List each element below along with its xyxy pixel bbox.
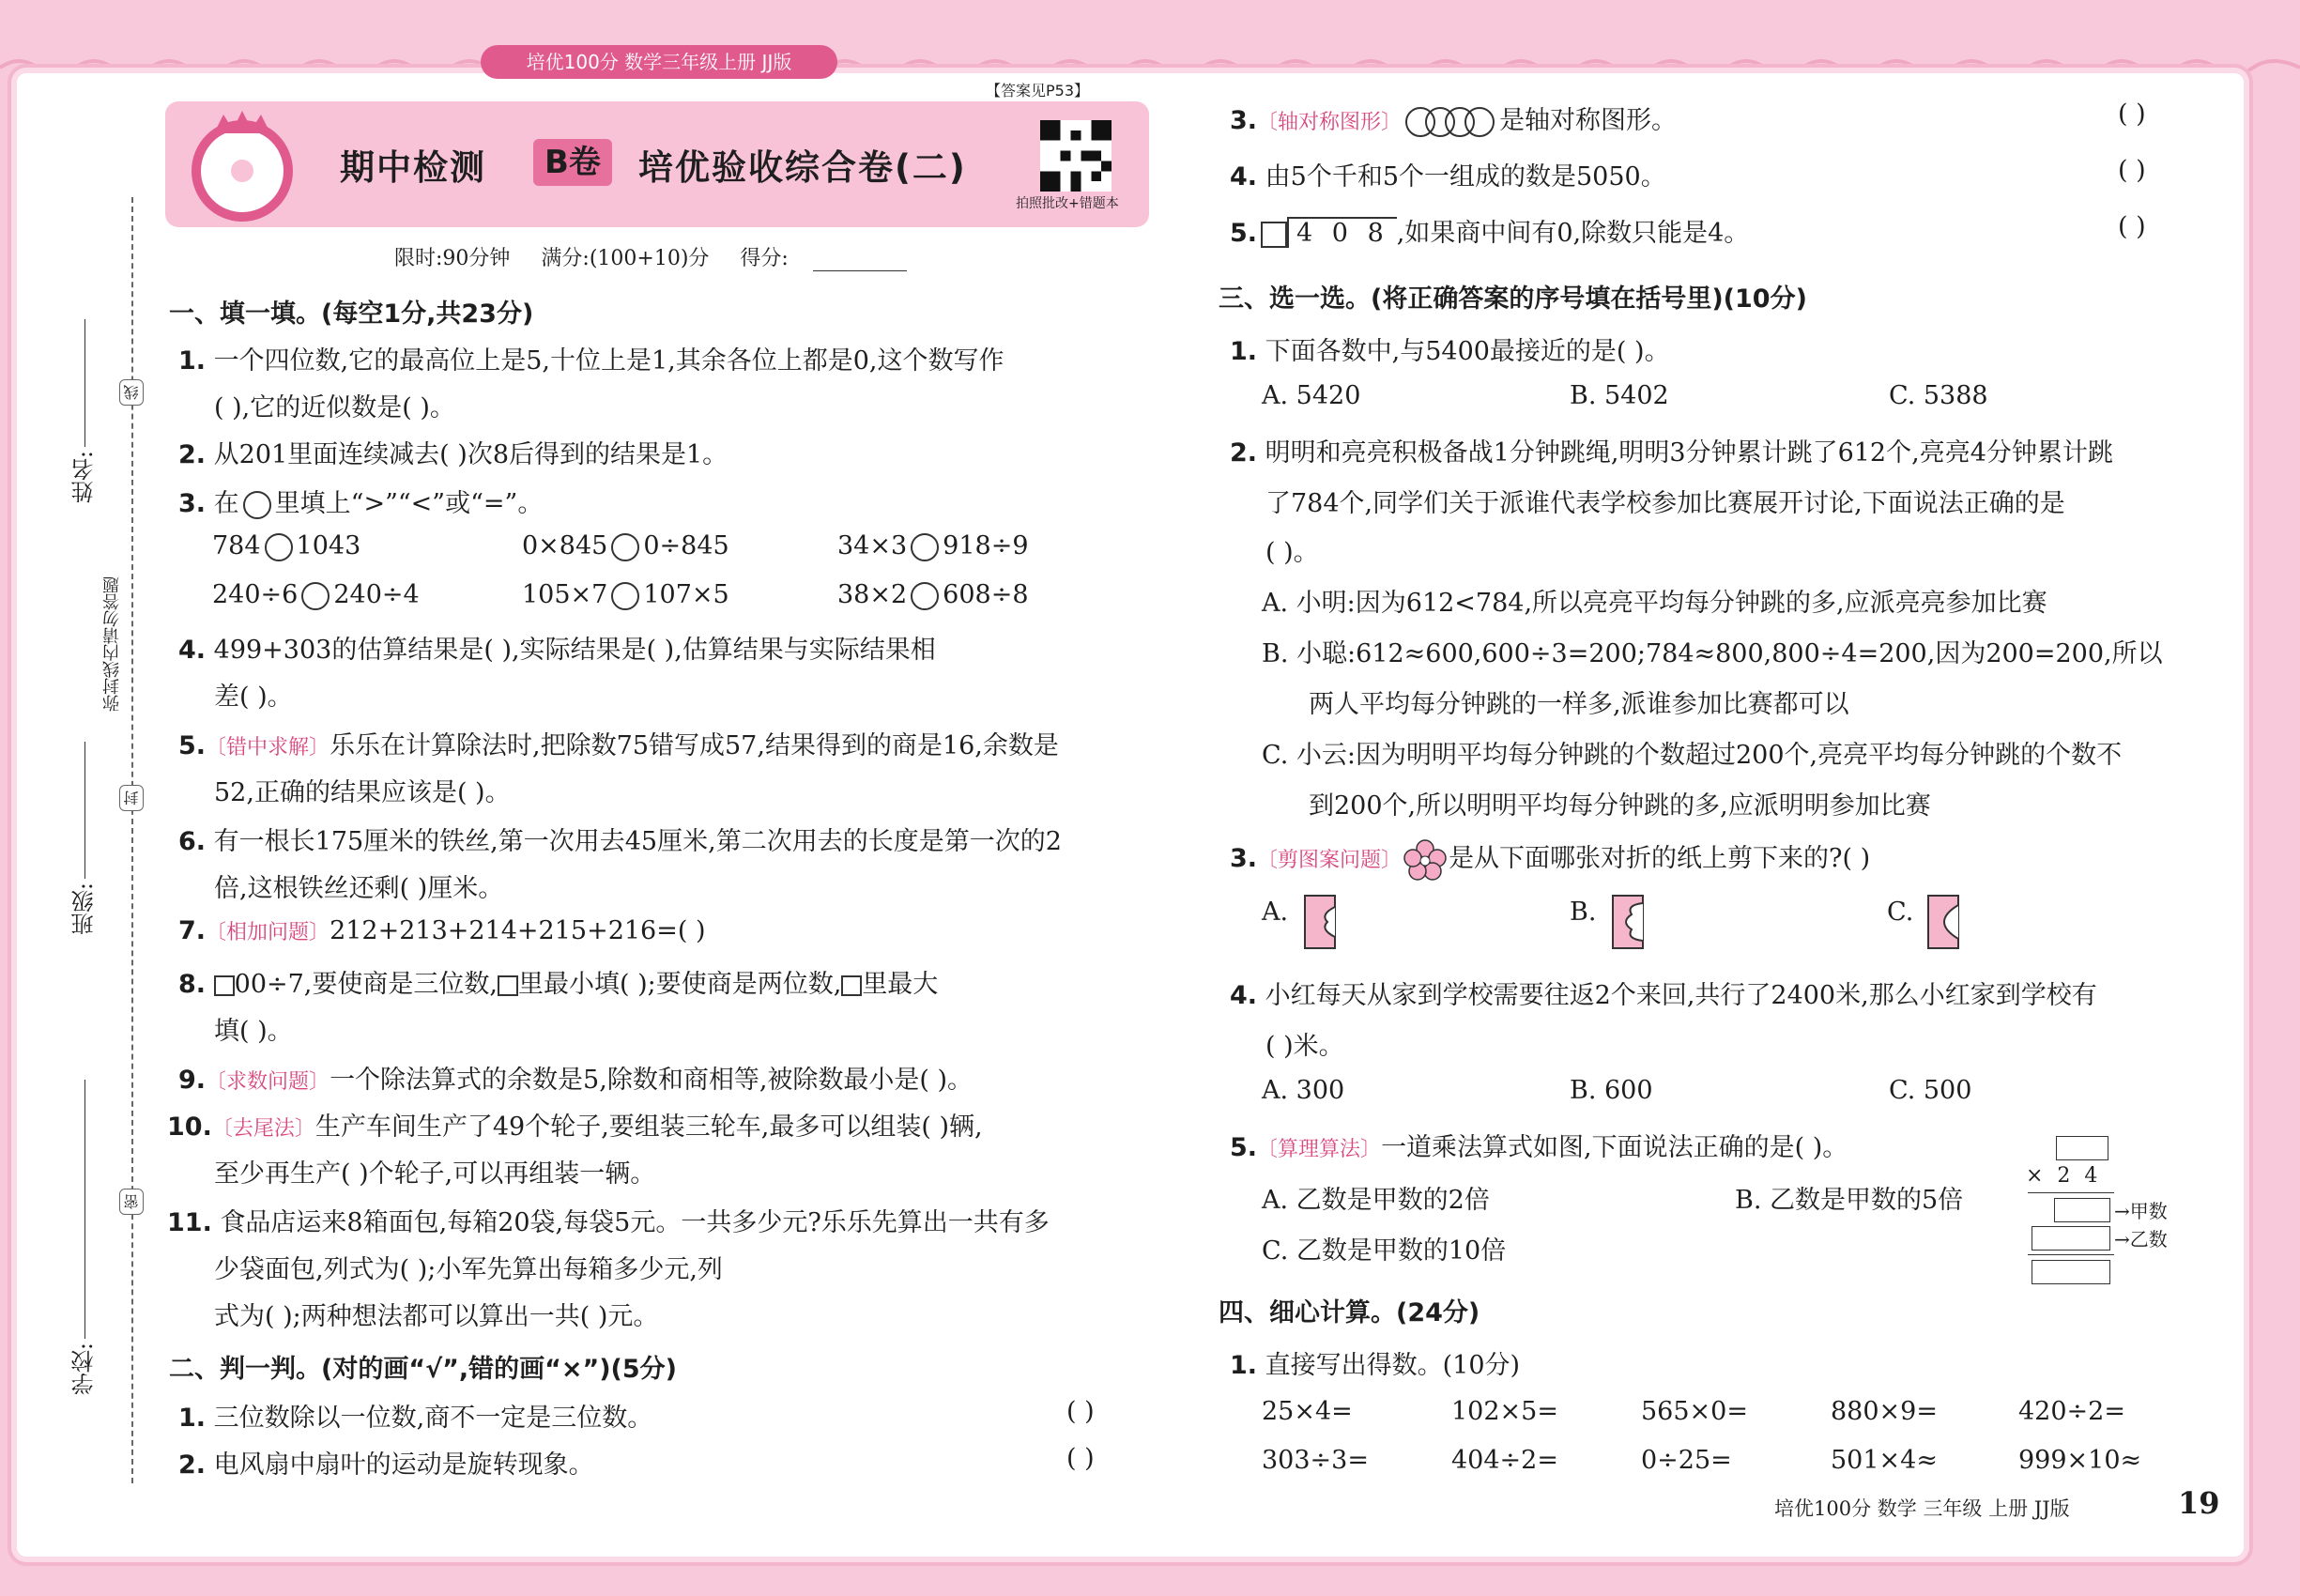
calc-item[interactable]: 404÷2= bbox=[1451, 1446, 1558, 1475]
question: 11. 食品店运来8箱面包,每箱20袋,每袋5元。一共多少元?乐乐先算出一共有多 bbox=[167, 1208, 1050, 1237]
series-badge: 培优100分 数学三年级上册 JJ版 bbox=[481, 45, 837, 79]
folded-paper-a-icon[interactable] bbox=[1303, 894, 1337, 950]
logo bbox=[180, 105, 304, 227]
question-line: 式为( );两种想法都可以算出一共( )元。 bbox=[214, 1302, 659, 1331]
question: 9.〔求数问题〕一个除法算式的余数是5,除数和商相等,被除数最小是( )。 bbox=[178, 1066, 974, 1095]
question: 5.〔算理算法〕一道乘法算式如图,下面说法正确的是( )。 bbox=[1230, 1133, 1848, 1162]
question: 3.〔轴对称图形〕 是轴对称图形。 bbox=[1230, 100, 1677, 139]
option[interactable]: B. 乙数是甲数的5倍 bbox=[1735, 1186, 1964, 1215]
class-field[interactable] bbox=[84, 742, 85, 879]
time-limit: 限时:90分钟 bbox=[394, 247, 511, 270]
question: 2. 从201里面连续减去( )次8后得到的结果是1。 bbox=[178, 440, 728, 469]
option-line: 两人平均每分钟跳的一样多,派谁参加比赛都可以 bbox=[1309, 690, 1849, 719]
seal-mark: 封 bbox=[119, 785, 144, 811]
calc-item[interactable]: 0÷25= bbox=[1641, 1446, 1732, 1475]
compare-item: 240÷6 240÷4 bbox=[212, 580, 420, 609]
option[interactable]: C. bbox=[1887, 898, 1914, 927]
section1-heading: 一、填一填。(每空1分,共23分) bbox=[169, 299, 534, 329]
option[interactable]: C. 500 bbox=[1889, 1076, 1972, 1105]
question: 1. 直接写出得数。(10分) bbox=[1230, 1351, 1521, 1380]
calc-item[interactable]: 102×5= bbox=[1451, 1397, 1558, 1426]
score-label: 得分: bbox=[740, 247, 789, 270]
class-label: 班级: bbox=[71, 882, 98, 936]
compare-item: 105×7 107×5 bbox=[522, 580, 729, 609]
option[interactable]: B. 5402 bbox=[1570, 381, 1669, 410]
option-line: 到200个,所以明明平均每分钟跳的多,应派明明参加比赛 bbox=[1309, 791, 1931, 821]
question-line: 了784个,同学们关于派谁代表学校参加比赛展开讨论,下面说法正确的是 bbox=[1265, 489, 2065, 518]
question-line: 差( )。 bbox=[214, 683, 293, 712]
folded-paper-b-icon[interactable] bbox=[1611, 894, 1645, 950]
page-title: 期中检测 bbox=[340, 147, 486, 188]
option[interactable]: A. bbox=[1262, 898, 1289, 927]
calc-item[interactable]: 501×4≈ bbox=[1831, 1446, 1938, 1475]
question: 6. 有一根长175厘米的铁丝,第一次用去45厘米,第二次用去的长度是第一次的2 bbox=[178, 827, 1062, 856]
question: 1. 下面各数中,与5400最接近的是( )。 bbox=[1230, 337, 1670, 366]
name-label: 姓名: bbox=[71, 451, 98, 504]
option[interactable]: A. 300 bbox=[1262, 1076, 1345, 1105]
full-score: 满分:(100+10)分 bbox=[541, 247, 710, 270]
question: 4. 由5个千和5个一组成的数是5050。 bbox=[1230, 162, 1666, 192]
question-line: 52,正确的结果应该是( )。 bbox=[214, 778, 511, 807]
option[interactable]: C. 小云:因为明明平均每分钟跳的个数超过200个,亮亮平均每分钟跳的个数不 bbox=[1262, 741, 2123, 770]
question: 2. 明明和亮亮积极备战1分钟跳绳,明明3分钟累计跳了612个,亮亮4分钟累计跳 bbox=[1230, 438, 2113, 468]
question: 1. 三位数除以一位数,商不一定是三位数。 bbox=[178, 1404, 653, 1433]
calc-item[interactable]: 880×9= bbox=[1831, 1397, 1938, 1426]
question: 1. 一个四位数,它的最高位上是5,十位上是1,其余各位上都是0,这个数写作 bbox=[178, 346, 1004, 376]
option[interactable]: A. 小明:因为612<784,所以亮亮平均每分钟跳的多,应派亮亮参加比赛 bbox=[1262, 589, 2047, 618]
school-label: 学校: bbox=[71, 1343, 98, 1396]
question-line: ( )米。 bbox=[1265, 1032, 1344, 1061]
line-mark: 线 bbox=[119, 379, 144, 406]
question-line: 至少再生产( )个轮子,可以再组装一辆。 bbox=[214, 1159, 656, 1189]
question: 2. 电风扇中扇叶的运动是旋转现象。 bbox=[178, 1450, 594, 1480]
question: 8. 00÷7,要使商是三位数, 里最小填( );要使商是两位数, 里最大 bbox=[178, 970, 939, 999]
option[interactable]: B. 600 bbox=[1570, 1076, 1653, 1105]
folded-paper-c-icon[interactable] bbox=[1926, 894, 1960, 950]
calc-item[interactable]: 565×0= bbox=[1641, 1397, 1748, 1426]
question: 7.〔相加问题〕212+213+214+215+216=( ) bbox=[178, 916, 706, 945]
option[interactable]: C. 5388 bbox=[1889, 381, 1988, 410]
page-number: 19 bbox=[2178, 1485, 2220, 1521]
option[interactable]: A. 5420 bbox=[1262, 381, 1361, 410]
flower-icon bbox=[1402, 839, 1449, 881]
multiplier: × 2 4 bbox=[2026, 1164, 2102, 1188]
calc-item[interactable]: 303÷3= bbox=[1262, 1446, 1369, 1475]
question-line: ( )。 bbox=[1265, 538, 1319, 567]
answer-paren[interactable]: ( ) bbox=[2118, 100, 2146, 129]
compare-item: 38×2 608÷8 bbox=[837, 580, 1029, 609]
question: 4. 小红每天从家到学校需要往返2个来回,共行了2400米,那么小红家到学校有 bbox=[1230, 981, 2097, 1010]
yi-label: →乙数 bbox=[2114, 1228, 2168, 1251]
question-line: 倍,这根铁丝还剩( )厘米。 bbox=[214, 874, 504, 903]
compare-item: 34×3 918÷9 bbox=[837, 531, 1029, 560]
question: 3.〔剪图案问题〕 是从下面哪张对折的纸上剪下来的?( ) bbox=[1230, 837, 1870, 881]
section2-heading: 二、判一判。(对的画“√”,错的画“×”)(5分) bbox=[169, 1355, 678, 1384]
mi-mark: 密 bbox=[119, 1189, 144, 1215]
question: 10.〔去尾法〕生产车间生产了49个轮子,要组装三轮车,最多可以组装( )辆, bbox=[167, 1113, 983, 1142]
answer-paren[interactable]: ( ) bbox=[1066, 1397, 1095, 1426]
question: 5.〔错中求解〕乐乐在计算除法时,把除数75错写成57,结果得到的商是16,余数是 bbox=[178, 731, 1059, 760]
school-field[interactable] bbox=[84, 1080, 85, 1339]
footer-text: 培优100分 数学 三年级 上册 JJ版 bbox=[1774, 1497, 2070, 1520]
option[interactable]: B. bbox=[1570, 898, 1597, 927]
qr-code-icon[interactable] bbox=[1040, 120, 1112, 192]
rings-icon bbox=[1402, 105, 1499, 139]
option[interactable]: B. 小聪:612≈600,600÷3=200;784≈800,800÷4=200,因为200=200,所以 bbox=[1262, 639, 2163, 668]
page-subtitle: 培优验收综合卷(二) bbox=[638, 147, 967, 188]
calc-item[interactable]: 25×4= bbox=[1262, 1397, 1353, 1426]
section4-heading: 四、细心计算。(24分) bbox=[1219, 1298, 1480, 1327]
calc-item[interactable]: 999×10≈ bbox=[2018, 1446, 2142, 1475]
calc-item[interactable]: 420÷2= bbox=[2018, 1397, 2125, 1426]
compare-circle-icon bbox=[243, 491, 271, 519]
name-field[interactable] bbox=[84, 319, 85, 447]
seal-notice: 弥封线内请勿答题 bbox=[102, 576, 122, 712]
question: 3. 在 里填上“>”“<”或“=”。 bbox=[178, 489, 544, 518]
option[interactable]: A. 乙数是甲数的2倍 bbox=[1262, 1186, 1490, 1215]
compare-item: 784 1043 bbox=[212, 531, 361, 560]
section3-heading: 三、选一选。(将正确答案的序号填在括号里)(10分) bbox=[1219, 284, 1807, 314]
qr-caption: 拍照批改+错题本 bbox=[1016, 196, 1119, 211]
question-line: ( ),它的近似数是( )。 bbox=[214, 393, 455, 422]
question-line: 少袋面包,列式为( );小军先算出每箱多少元,列 bbox=[214, 1255, 723, 1284]
score-field[interactable] bbox=[813, 253, 907, 271]
answer-reference: 【答案见P53】 bbox=[986, 82, 1090, 100]
jia-label: →甲数 bbox=[2114, 1200, 2168, 1222]
option[interactable]: C. 乙数是甲数的10倍 bbox=[1262, 1236, 1507, 1266]
answer-paren[interactable]: ( ) bbox=[1066, 1444, 1095, 1473]
question: 4. 499+303的估算结果是( ),实际结果是( ),估算结果与实际结果相 bbox=[178, 636, 936, 665]
answer-paren[interactable]: ( ) bbox=[2118, 156, 2146, 185]
exam-meta bbox=[394, 242, 931, 271]
compare-item: 0×845 0÷845 bbox=[522, 531, 729, 560]
question-line: 填( )。 bbox=[214, 1017, 293, 1046]
answer-paren[interactable]: ( ) bbox=[2118, 212, 2146, 241]
volume-badge: B卷 bbox=[533, 139, 612, 186]
question: 5. 4 0 8 ,如果商中间有0,除数只能是4。 bbox=[1230, 219, 1750, 248]
